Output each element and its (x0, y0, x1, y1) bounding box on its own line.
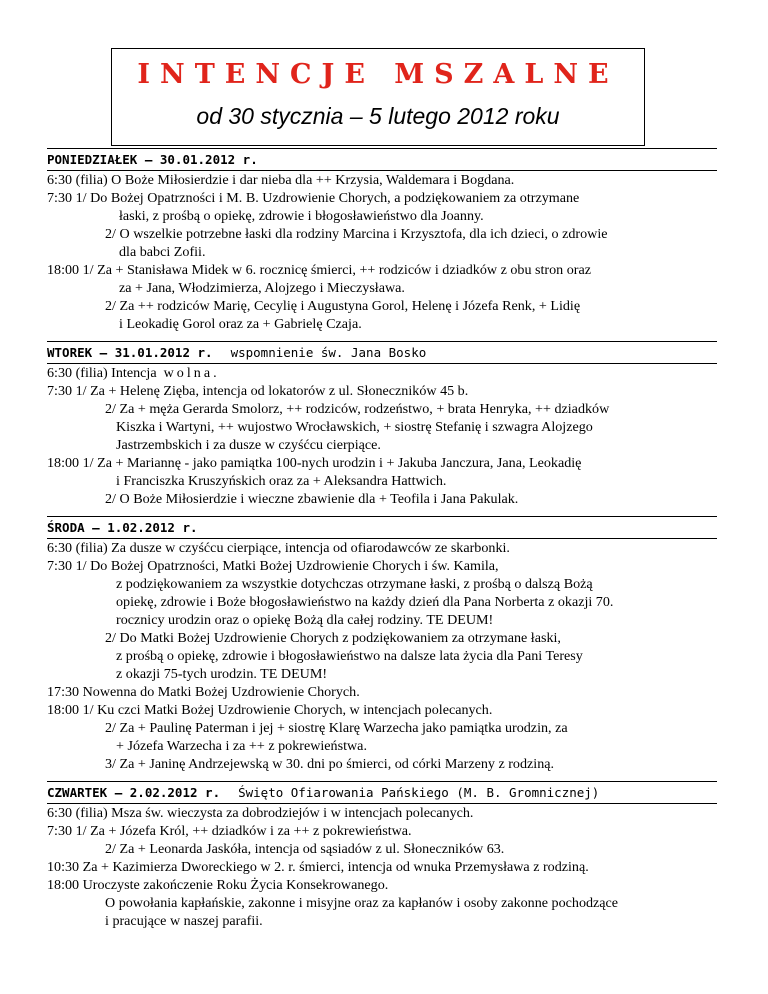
intention-line: z podziękowaniem za wszystkie dotychczas otrzymane łaski, z prośbą o dalszą Bożą (116, 576, 593, 592)
intention-text: 6:30 (filia) Intencja (47, 365, 157, 381)
intention-line: za + Jana, Włodzimierza, Alojzego i Mieczysława. (119, 280, 405, 296)
intention-line: 2/ Za + Paulinę Paterman i jej + siostrę Klarę Warzecha jako pamiątka urodzin, za (105, 720, 568, 736)
intention-line: rocznicy urodzin oraz o opiekę Bożą dla całej rodziny. TE DEUM! (116, 612, 494, 628)
intention-line: 10:30 Za + Kazimierza Dworeckiego w 2. r. śmierci, intencja od wnuka Przemysława z rodziną. (47, 859, 589, 875)
intention-line: 18:00 Uroczyste zakończenie Roku Życia Konsekrowanego. (47, 877, 389, 893)
day-header (47, 782, 717, 803)
intention-line: dla babci Zofii. (119, 244, 206, 260)
day-section-thursday (47, 781, 717, 930)
intention-line: Kiszka i Wartyni, ++ wujostwo Wrocławskich, + siostrę Stefanię i szwagra Alojzego (116, 419, 593, 435)
intention-line (47, 363, 717, 382)
intention-line: 2/ Do Matki Bożej Uzdrowienie Chorych z podziękowaniem za otrzymane łaski, (105, 630, 561, 646)
intention-line: i Leokadię Gorol oraz za + Gabrielę Czaja. (119, 316, 362, 332)
intention-line: Jastrzembskich i za dusze w czyśćcu cierpiące. (116, 437, 381, 453)
intention-line: 2/ Za + męża Gerarda Smolorz, ++ rodziców, rodzeństwo, + brata Henryka, ++ dziadków (105, 401, 610, 417)
intention-line: 18:00 1/ Za + Stanisława Midek w 6. rocznicę śmierci, ++ rodziców i dziadków z obu stron oraz (47, 262, 591, 278)
intention-line: 2/ Za ++ rodziców Marię, Cecylię i Augustyna Gorol, Helenę i Józefa Renk, + Lidię (105, 298, 581, 314)
intention-line: z prośbą o opiekę, zdrowie i błogosławieństwo na dalsze lata życia dla Pani Teresy (116, 648, 583, 664)
intention-line: O powołania kapłańskie, zakonne i misyjne oraz za kapłanów i osoby zakonne pochodzące (105, 895, 619, 911)
intention-line: 6:30 (filia) Msza św. wieczysta za dobrodziejów i w intencjach polecanych. (47, 803, 717, 822)
intention-line: 3/ Za + Janinę Andrzejewską w 30. dni po śmierci, od córki Marzeny z rodziną. (105, 756, 555, 772)
intention-line: 7:30 1/ Do Bożej Opatrzności i M. B. Uzdrowienie Chorych, a podziękowaniem za otrzymane (47, 190, 580, 206)
intention-line: opiekę, zdrowie i Boże błogosławieństwo na każdy dzień dla Pana Norberta z okazji 70. (116, 594, 614, 610)
day-name: ŚRODA – 1.02.2012 r. (47, 520, 198, 535)
day-note: Święto Ofiarowania Pańskiego (M. B. Gromnicznej) (238, 785, 600, 800)
day-header (47, 149, 717, 170)
day-note: wspomnienie św. Jana Bosko (230, 345, 427, 360)
day-name: PONIEDZIAŁEK – 30.01.2012 r. (47, 152, 258, 167)
day-header (47, 342, 717, 363)
page-title: INTENCJE MSZALNE (137, 59, 619, 90)
day-section-tuesday (47, 341, 717, 508)
intention-line: i pracujące w naszej parafii. (105, 913, 263, 929)
day-section-monday (47, 148, 717, 333)
page-subtitle: od 30 stycznia – 5 lutego 2012 roku (196, 103, 560, 129)
day-name: WTOREK – 31.01.2012 r. (47, 345, 213, 360)
intention-line: z okazji 75-tych urodzin. TE DEUM! (116, 666, 328, 682)
intention-line: 2/ O wszelkie potrzebne łaski dla rodziny Marcina i Krzysztofa, dla ich dzieci, o zdrowie (105, 226, 608, 242)
intention-line: + Józefa Warzecha i za ++ z pokrewieństwa. (116, 738, 367, 754)
intention-line: 7:30 1/ Za + Józefa Król, ++ dziadków i za ++ z pokrewieństwa. (47, 823, 412, 839)
intention-line: 2/ Za + Leonarda Jaskóła, intencja od sąsiadów z ul. Słoneczników 63. (105, 841, 505, 857)
intention-line: 7:30 1/ Do Bożej Opatrzności, Matki Bożej Uzdrowienie Chorych i św. Kamila, (47, 558, 499, 574)
day-header (47, 517, 717, 538)
intention-line: 6:30 (filia) O Boże Miłosierdzie i dar nieba dla ++ Krzysia, Waldemara i Bogdana. (47, 170, 717, 189)
intention-line: 6:30 (filia) Za dusze w czyśćcu cierpiące, intencja od ofiarodawców ze skarbonki. (47, 538, 717, 557)
day-section-wednesday (47, 516, 717, 773)
intention-line: i Franciszka Kruszyńskich oraz za + Aleksandra Hattwich. (116, 473, 447, 489)
intention-line: 18:00 1/ Za + Mariannę - jako pamiątka 100-nych urodzin i + Jakuba Janczura, Jana, Leokadię (47, 455, 582, 471)
intention-line: 2/ O Boże Miłosierdzie i wieczne zbawienie dla + Teofila i Jana Pakulak. (105, 491, 519, 507)
free-slot-text: wolna. (163, 365, 220, 381)
intention-line: 17:30 Nowenna do Matki Bożej Uzdrowienie Chorych. (47, 684, 360, 700)
intention-line: 7:30 1/ Za + Helenę Zięba, intencja od lokatorów z ul. Słoneczników 45 b. (47, 383, 469, 399)
intention-line: łaski, z prośbą o opiekę, zdrowie i błogosławieństwo dla Joanny. (119, 208, 484, 224)
intentions-list (47, 148, 717, 930)
day-name: CZWARTEK – 2.02.2012 r. (47, 785, 221, 800)
title-box (111, 48, 645, 146)
intention-line: 18:00 1/ Ku czci Matki Bożej Uzdrowienie Chorych, w intencjach polecanych. (47, 702, 493, 718)
